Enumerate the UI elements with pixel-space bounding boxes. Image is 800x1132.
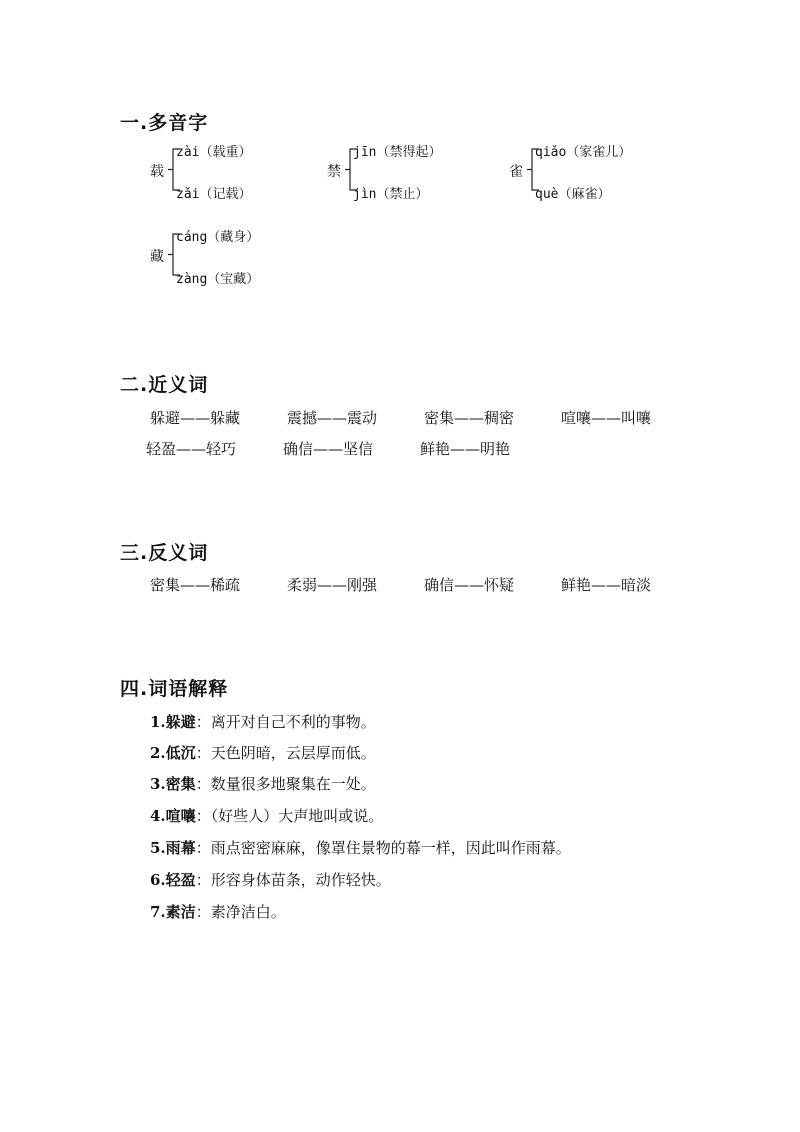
- section-heading-antonyms: 三.反义词: [120, 542, 209, 564]
- definition-text: ：离开对自己不利的事物。: [195, 713, 376, 731]
- synonym-pair: 密集——稠密: [424, 409, 515, 427]
- definition-number: 6.: [150, 871, 166, 889]
- section-heading-definitions: 四.词语解释: [120, 678, 229, 700]
- definition-text: ：雨点密密麻麻，像罩住景物的幕一样，因此叫作雨幕。: [195, 839, 571, 857]
- polyphone-group: [150, 141, 350, 211]
- definition-text: ：数量很多地聚集在一处。: [195, 775, 376, 793]
- antonym-pair: 柔弱——刚强: [287, 576, 378, 594]
- definition-item: [150, 711, 376, 732]
- polyphone-reading: zài（载重）: [176, 145, 252, 160]
- polyphone-reading: jīn（禁得起）: [353, 145, 442, 160]
- polyphone-group: [150, 226, 350, 296]
- definition-term: 密集: [165, 775, 196, 793]
- synonym-pair: 确信——坚信: [283, 440, 374, 458]
- polyphone-reading: jìn（禁止）: [353, 187, 429, 202]
- polyphone-char: 藏: [150, 249, 164, 265]
- definition-item: [150, 773, 376, 794]
- definition-item: [150, 805, 383, 826]
- synonym-pair: 震撼——震动: [287, 409, 378, 427]
- polyphone-reading: zǎi（记载）: [176, 187, 252, 202]
- definition-term: 低沉: [165, 744, 196, 762]
- polyphone-group: [327, 141, 527, 211]
- polyphone-char: 禁: [327, 164, 341, 180]
- definition-item: [150, 869, 391, 890]
- synonym-pair: 喧嚷——叫嚷: [561, 409, 652, 427]
- polyphone-char: 雀: [509, 164, 523, 180]
- definition-number: 2.: [150, 744, 166, 762]
- polyphone-group: [509, 141, 709, 211]
- antonym-pair: 密集——稀疏: [150, 576, 241, 594]
- definition-number: 7.: [150, 903, 166, 921]
- synonym-pair: 鲜艳——明艳: [420, 440, 511, 458]
- definition-text: ：素净洁白。: [195, 903, 286, 921]
- synonym-pair: 躲避——躲藏: [150, 409, 241, 427]
- synonym-pair: 轻盈——轻巧: [146, 440, 237, 458]
- definition-text: ：天色阴暗，云层厚而低。: [195, 744, 376, 762]
- definition-text: ：（好些人）大声地叫或说。: [195, 807, 384, 825]
- definition-item: [150, 901, 286, 922]
- polyphone-char: 载: [150, 164, 164, 180]
- section-heading-polyphones: 一.多音字: [120, 112, 209, 134]
- definition-text: ：形容身体苗条，动作轻快。: [195, 871, 391, 889]
- definition-item: [150, 742, 376, 763]
- definition-term: 喧嚷: [165, 807, 196, 825]
- polyphone-reading: zàng（宝藏）: [176, 272, 260, 287]
- polyphone-reading: cáng（藏身）: [176, 230, 260, 245]
- definition-term: 雨幕: [165, 839, 196, 857]
- antonym-pair: 确信——怀疑: [424, 576, 515, 594]
- definition-number: 1.: [150, 713, 166, 731]
- definition-term: 轻盈: [165, 871, 196, 889]
- definition-item: [150, 837, 571, 858]
- polyphone-reading: qiǎo（家雀儿）: [535, 145, 632, 160]
- definition-term: 躲避: [165, 713, 196, 731]
- antonym-pair: 鲜艳——暗淡: [561, 576, 652, 594]
- definition-number: 4.: [150, 807, 166, 825]
- polyphone-reading: què（麻雀）: [535, 187, 611, 202]
- section-heading-synonyms: 二.近义词: [120, 374, 209, 396]
- definition-term: 素洁: [165, 903, 196, 921]
- definition-number: 5.: [150, 839, 166, 857]
- definition-number: 3.: [150, 775, 166, 793]
